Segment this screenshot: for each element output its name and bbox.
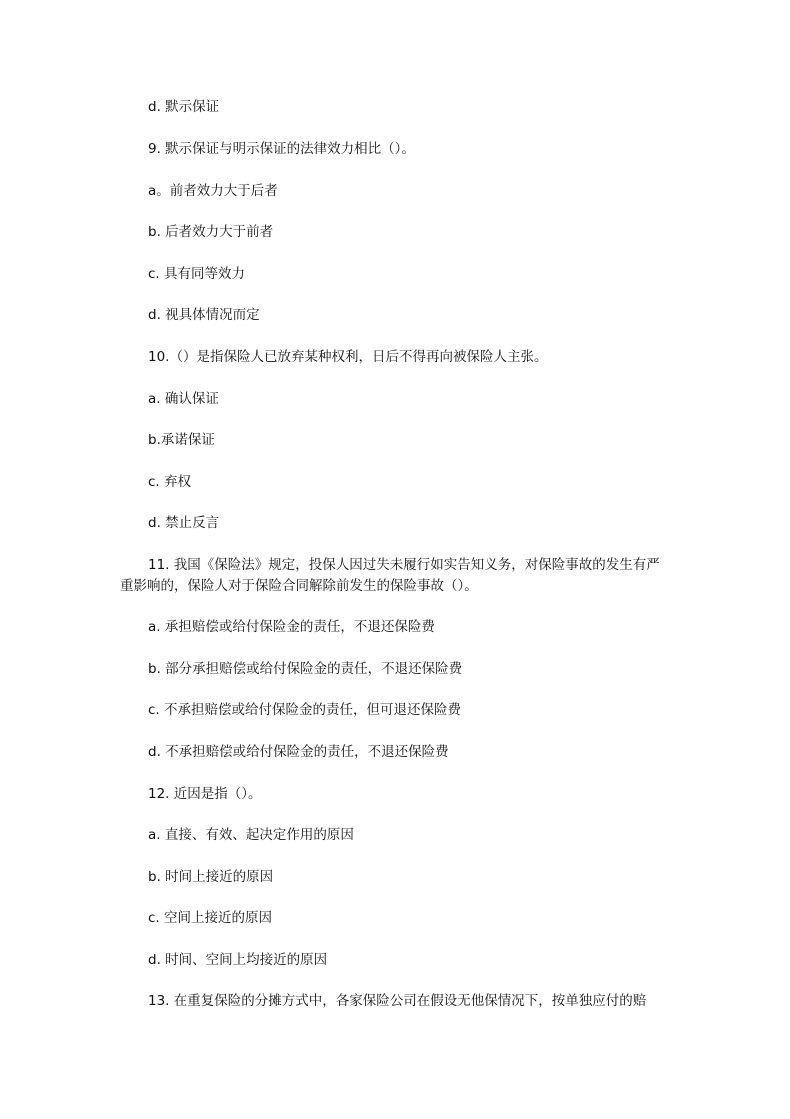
question-12: 12. 近因是指（）。: [148, 786, 262, 802]
option-d-line: d. 不承担赔偿或给付保险金的责任，不退还保险费: [148, 744, 449, 760]
option-a-line: a. 承担赔偿或给付保险金的责任，不退还保险费: [148, 619, 435, 635]
option-d-line: d. 时间、空间上均接近的原因: [148, 952, 328, 968]
option-a-line: a. 直接、有效、起决定作用的原因: [148, 827, 354, 843]
option-c-line: c. 弃权: [148, 474, 192, 490]
option-b-line: b.承诺保证: [148, 432, 215, 448]
question-9: 9. 默示保证与明示保证的法律效力相比（）。: [148, 141, 415, 157]
question-13: 13. 在重复保险的分摊方式中，各家保险公司在假设无他保情况下，按单独应付的赔: [148, 993, 647, 1009]
option-b-line: b. 时间上接近的原因: [148, 869, 274, 885]
option-c-line: c. 空间上接近的原因: [148, 910, 273, 926]
option-d-line: d. 视具体情况而定: [148, 307, 260, 323]
option-a-line: a. 确认保证: [148, 391, 219, 407]
option-b-line: b. 后者效力大于前者: [148, 224, 274, 240]
option-b-line: b. 部分承担赔偿或给付保险金的责任，不退还保险费: [148, 661, 463, 677]
option-c-line: c. 不承担赔偿或给付保险金的责任，但可退还保险费: [148, 702, 462, 718]
option-c-line: c. 具有同等效力: [148, 266, 246, 282]
option-a-line: a。前者效力大于后者: [148, 183, 278, 199]
question-10: 10.（）是指保险人已放弃某种权利，日后不得再向被保险人主张。: [148, 349, 548, 365]
option-d-line: d. 默示保证: [148, 99, 220, 115]
option-d-line: d. 禁止反言: [148, 515, 220, 531]
question-11: 11. 我国《保险法》规定，投保人因过失未履行如实告知义务，对保险事故的发生有严重影响的，保险人对于保险合同解除前发生的保险事故（）。: [120, 557, 660, 594]
